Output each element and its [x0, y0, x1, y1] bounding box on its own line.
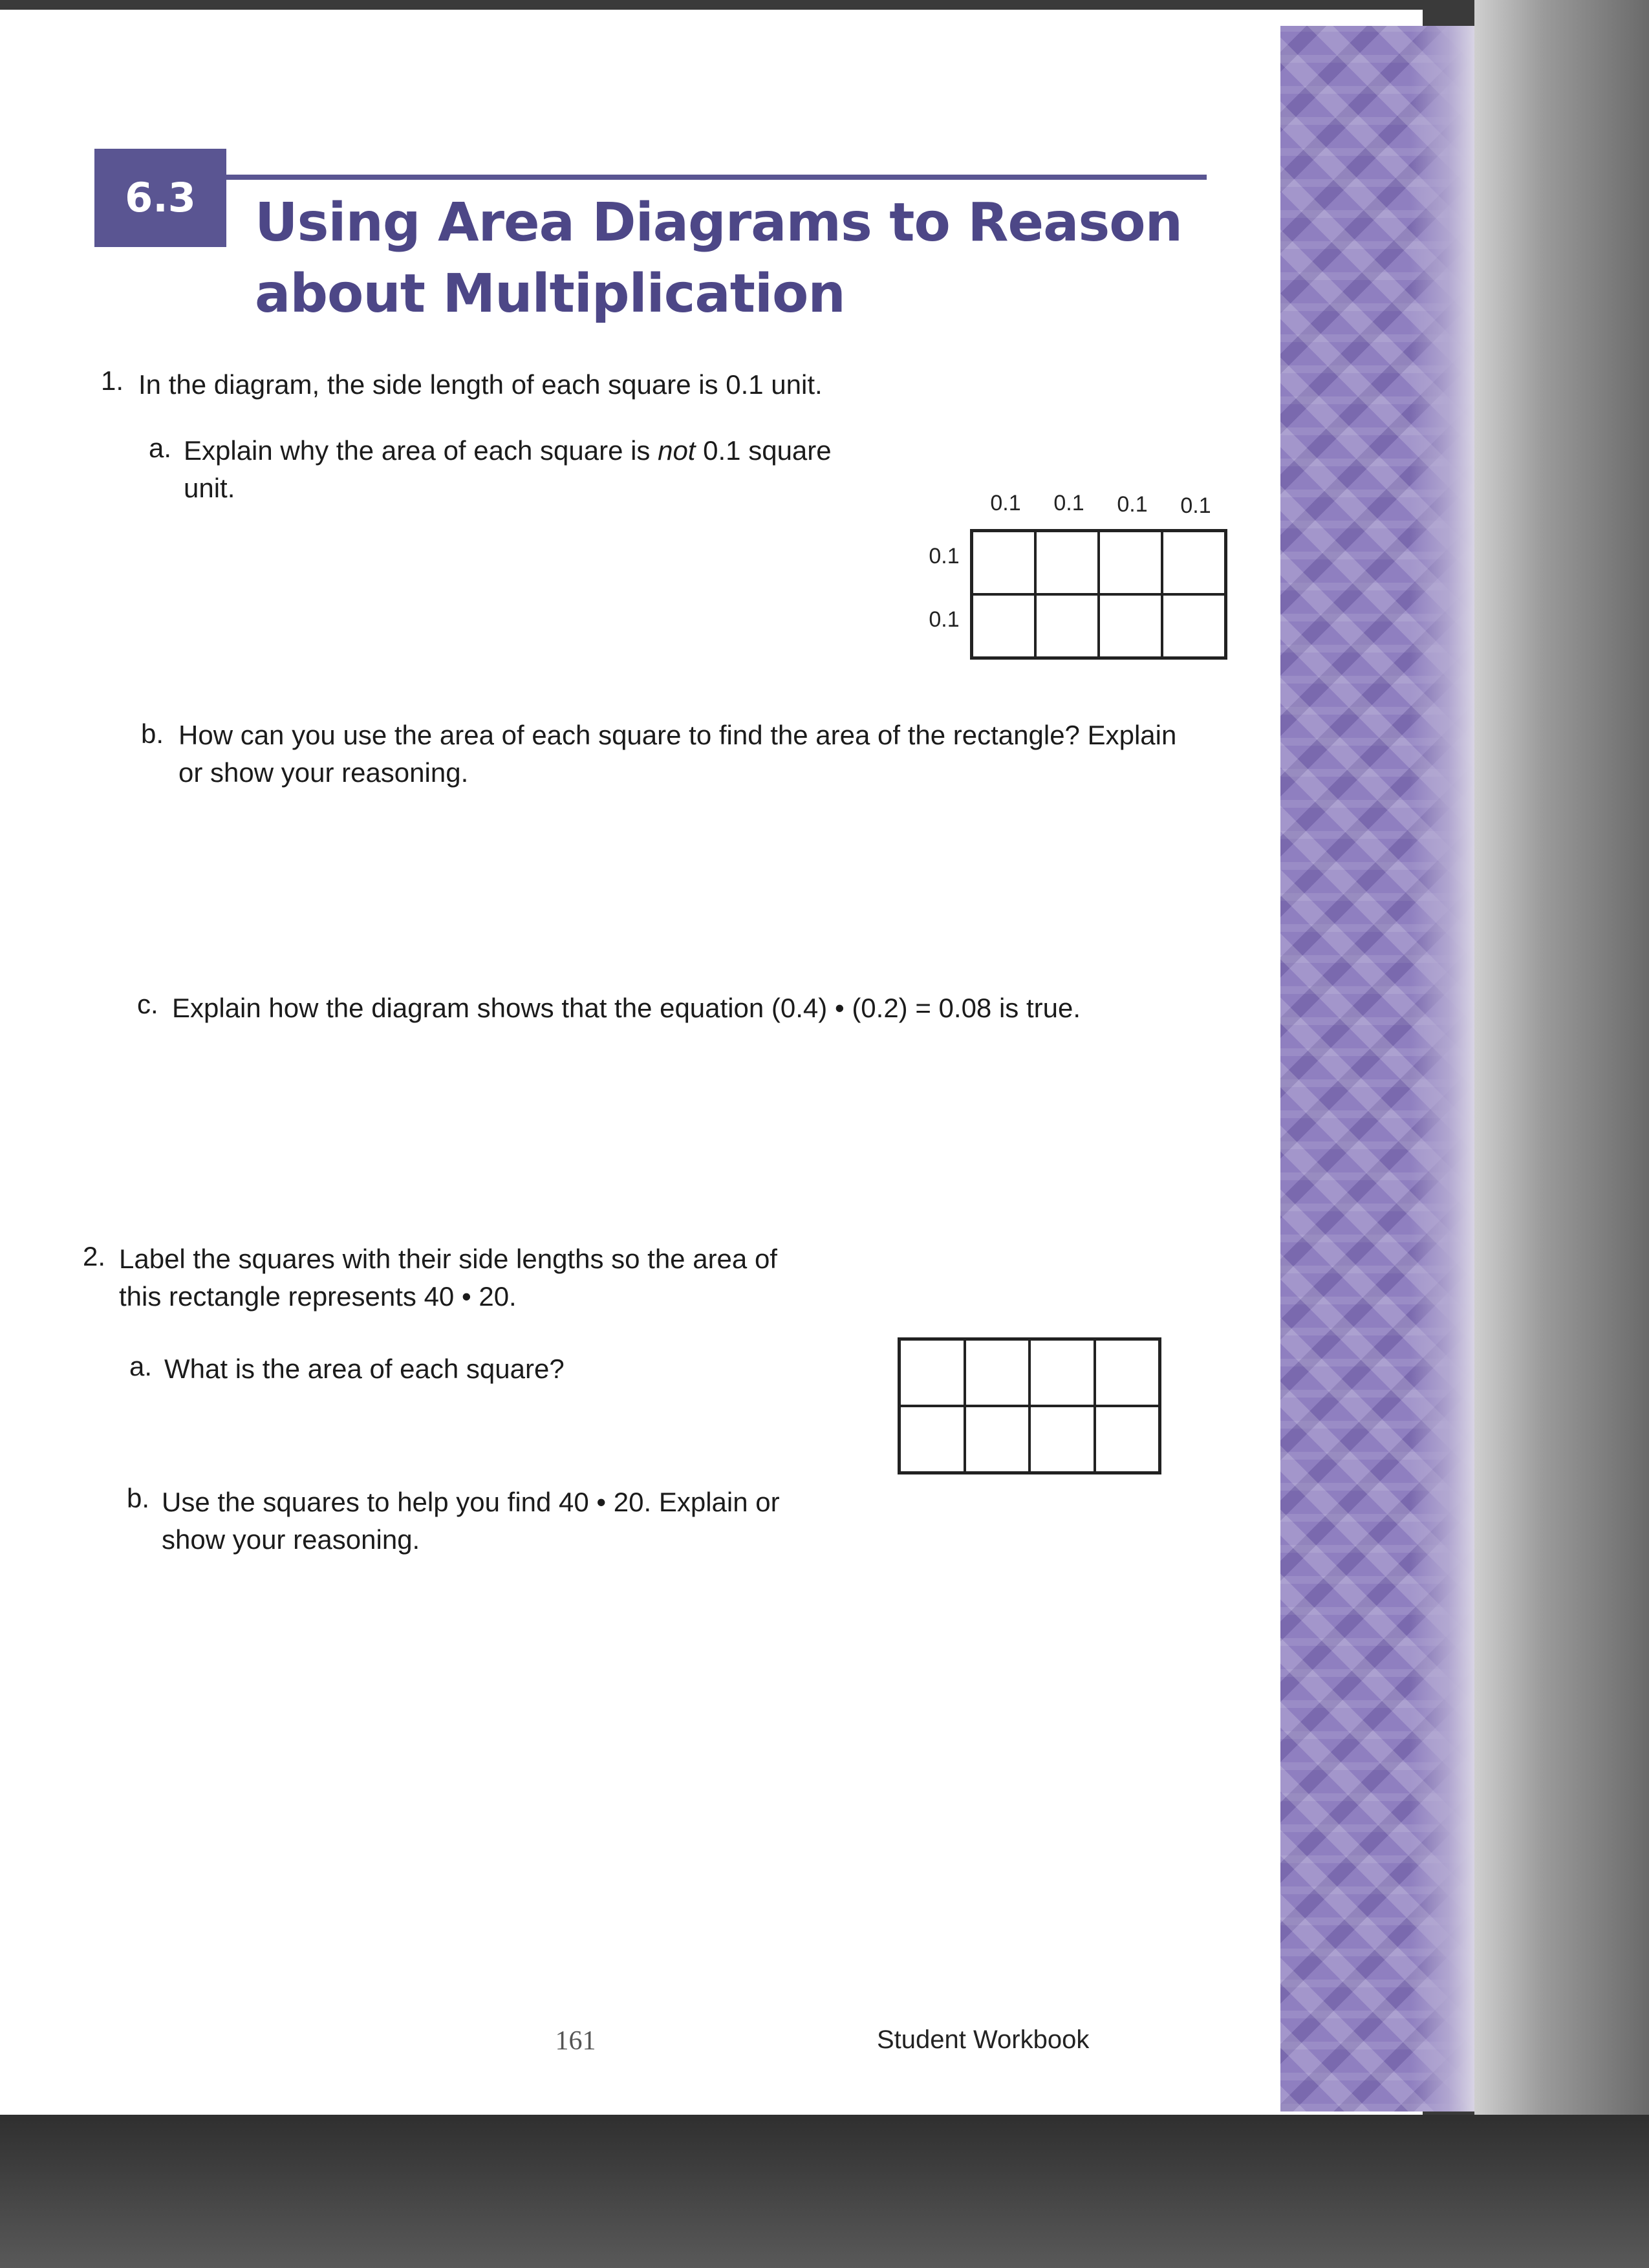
question-1a-text-end: 0.1 square unit.: [184, 435, 832, 503]
scan-background-bottom: [0, 2115, 1649, 2268]
question-1a-emphasis: not: [658, 435, 696, 466]
title-rule: [94, 175, 1207, 180]
grid-square: [1035, 531, 1099, 594]
scan-background-right: [1474, 0, 1649, 2268]
diagram-1-top-label: 0.1: [1053, 491, 1084, 515]
grid-square: [972, 594, 1035, 658]
question-2b-label: b.: [127, 1483, 150, 1513]
diagram-1-top-label: 0.1: [990, 491, 1021, 515]
grid-square: [972, 531, 1035, 594]
question-1b-label: b.: [141, 718, 164, 749]
question-1-number: 1.: [101, 365, 124, 396]
grid-square: [1099, 531, 1162, 594]
grid-square: [1029, 1406, 1095, 1473]
grid-square: [1035, 594, 1099, 658]
diagram-1-side-label: 0.1: [929, 544, 960, 568]
question-2-prompt: Label the squares with their side lengths so the area of this rectangle represents 40 • 20.: [119, 1244, 777, 1312]
diagram-1-side-label: 0.1: [929, 607, 960, 632]
diagram-1-top-label: 0.1: [1180, 493, 1211, 518]
grid-square: [965, 1406, 1030, 1473]
grid-square: [965, 1339, 1030, 1406]
question-1a-text: [184, 432, 856, 507]
grid-square: [1162, 594, 1225, 658]
lesson-number-badge: 6.3: [94, 149, 226, 247]
question-1-prompt: In the diagram, the side length of each square is 0.1 unit.: [138, 369, 823, 400]
grid-square: [1095, 1339, 1160, 1406]
question-2a-text: What is the area of each square?: [164, 1354, 565, 1384]
question-1b-text: How can you use the area of each square to find the area of the rectangle? Explain or show your reasoning.: [178, 720, 1177, 788]
grid-square: [1029, 1339, 1095, 1406]
book-title: Student Workbook: [877, 2025, 1090, 2054]
grid-square: [1162, 531, 1225, 594]
lesson-title: Using Area Diagrams to Reason about Multiplication: [255, 192, 1182, 325]
question-2-number: 2.: [83, 1241, 106, 1271]
page-edge-fade: [1410, 26, 1474, 2111]
diagram-1-top-label: 0.1: [1117, 492, 1148, 517]
question-2b-text: Use the squares to help you find 40 • 20. Explain or show your reasoning.: [162, 1487, 780, 1555]
diagram-1-grid: [970, 529, 1227, 660]
question-1c-label: c.: [137, 989, 158, 1019]
grid-square: [1095, 1406, 1160, 1473]
diagram-2-grid: [898, 1337, 1161, 1474]
question-1a-label: a.: [149, 433, 172, 463]
grid-square: [900, 1339, 965, 1406]
grid-square: [900, 1406, 965, 1473]
question-1c-text: Explain how the diagram shows that the equation (0.4) • (0.2) = 0.08 is true.: [172, 993, 1081, 1023]
question-1a-text-start: Explain why the area of each square is: [184, 435, 658, 466]
grid-square: [1099, 594, 1162, 658]
question-2a-label: a.: [129, 1351, 153, 1381]
page-number: 161: [555, 2026, 596, 2056]
